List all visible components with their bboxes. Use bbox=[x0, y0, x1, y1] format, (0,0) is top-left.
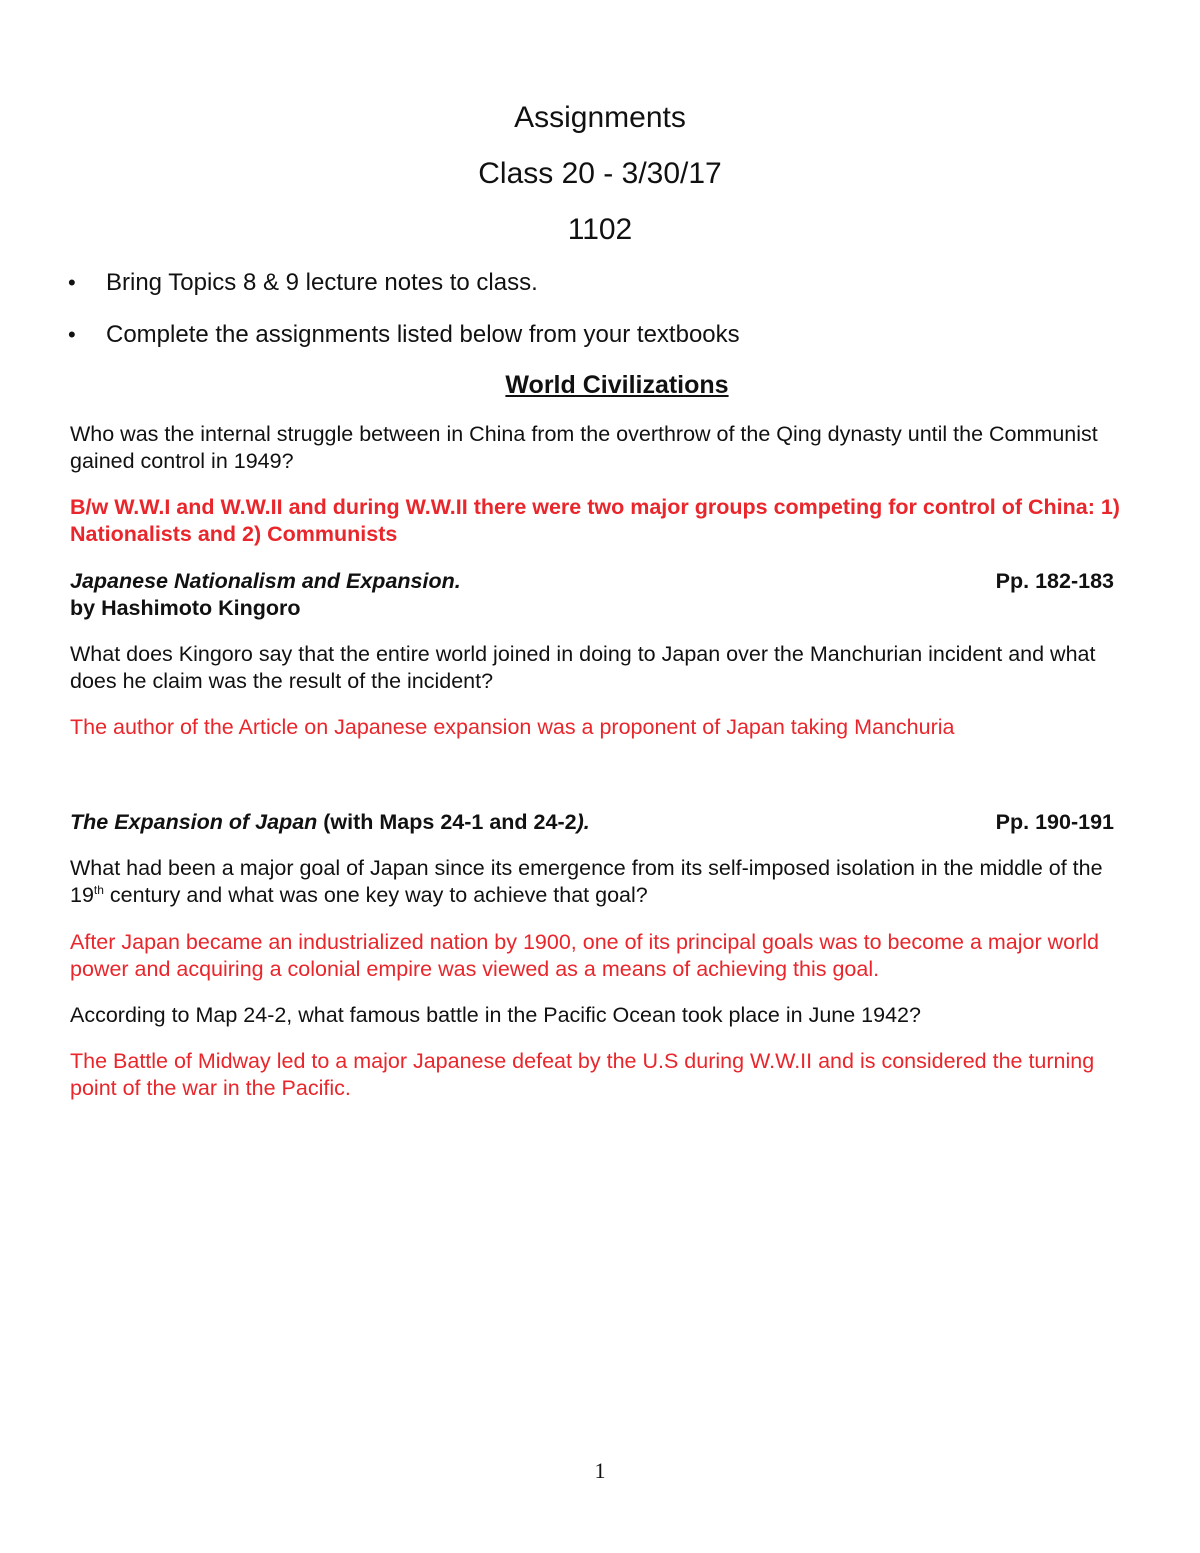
answer-text: After Japan became an industrialized nation by 1900, one of its principal goals was to become a major world power and acquiring a colonial empire was viewed as a means of achieving this goal. bbox=[70, 930, 1099, 981]
bullet-icon: • bbox=[68, 270, 76, 295]
reading-author: by Hashimoto Kingoro bbox=[70, 596, 301, 620]
page-reference: Pp. 182-183 bbox=[995, 569, 1114, 593]
page-reference: Pp. 190-191 bbox=[995, 810, 1114, 834]
course-number: 1102 bbox=[567, 213, 633, 246]
question-text bbox=[70, 855, 1120, 909]
section-heading: World Civilizations bbox=[505, 371, 729, 399]
question-part: century and what was one key way to achieve that goal? bbox=[103, 883, 648, 907]
answer-text: B/w W.W.I and W.W.II and during W.W.II there were two major groups competing for control of China: 1) Nationalists and 2) Communists bbox=[70, 495, 1120, 546]
question-part: What had been a major goal of Japan since its emergence from its self-imposed isolation in the middle of the 19 bbox=[70, 856, 1103, 907]
question-text: Who was the internal struggle between in China from the overthrow of the Qing dynasty until the Communist gained control in 1949? bbox=[70, 422, 1098, 473]
bullet-item: Complete the assignments listed below from your textbooks bbox=[106, 321, 740, 348]
class-line: Class 20 - 3/30/17 bbox=[478, 157, 722, 190]
superscript: th bbox=[93, 882, 104, 897]
page-title: Assignments bbox=[514, 101, 686, 134]
page-number: 1 bbox=[594, 1458, 606, 1483]
answer-text: The author of the Article on Japanese expansion was a proponent of Japan taking Manchuria bbox=[70, 715, 955, 739]
question-text: What does Kingoro say that the entire world joined in doing to Japan over the Manchurian incident and what does he claim was the result of the incident? bbox=[70, 642, 1096, 693]
question-text: According to Map 24-2, what famous battle in the Pacific Ocean took place in June 1942? bbox=[70, 1003, 921, 1027]
reading-title-italic: The Expansion of Japan bbox=[70, 810, 318, 834]
bullet-item: Bring Topics 8 & 9 lecture notes to class. bbox=[106, 269, 538, 296]
bullet-icon: • bbox=[68, 322, 76, 347]
reading-title-end: ). bbox=[576, 810, 590, 834]
reading-title-rest: (with Maps 24-1 and 24-2 bbox=[317, 810, 577, 834]
reading-title: Japanese Nationalism and Expansion. bbox=[70, 569, 461, 593]
answer-text: The Battle of Midway led to a major Japanese defeat by the U.S during W.W.II and is considered the turning point of the war in the Pacific. bbox=[70, 1049, 1095, 1100]
reading-title bbox=[70, 809, 1120, 836]
